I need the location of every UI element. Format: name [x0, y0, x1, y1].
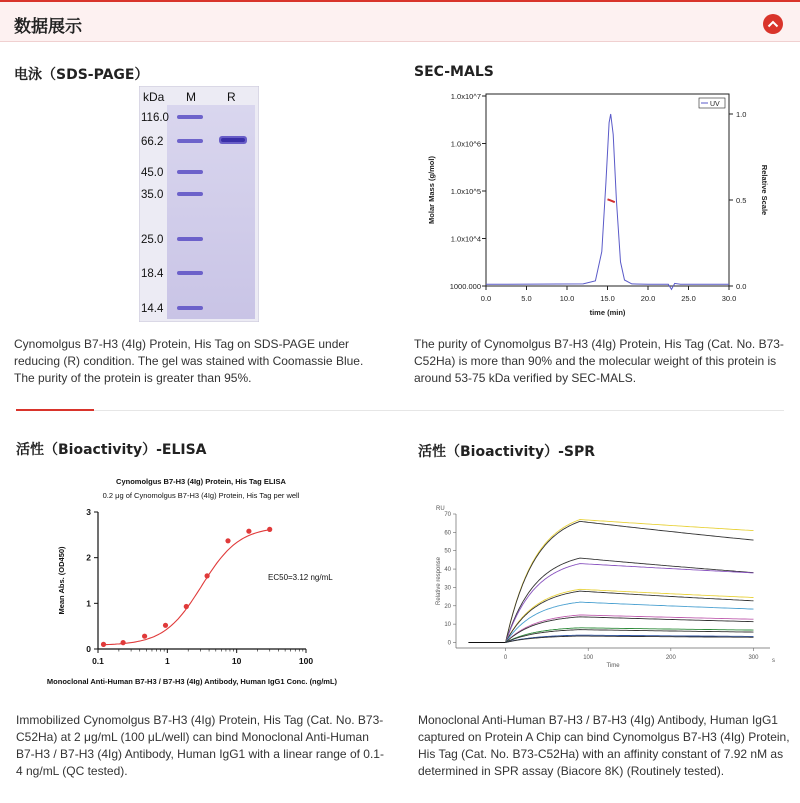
spr-x-tick-label: 0 [503, 655, 508, 661]
sec-x-tick-label: 30.0 [721, 294, 737, 303]
spr-sensorgram-12 [506, 636, 754, 642]
spr-y-unit: RU [436, 506, 445, 512]
elisa-data-point [184, 604, 189, 609]
sec-x-tick-label: 0.0 [480, 294, 492, 303]
sec-mals-title: SEC-MALS [414, 64, 494, 80]
gel-header-reduced: R [227, 90, 236, 104]
spr-x-tick-label: 300 [748, 655, 759, 661]
marker-band [177, 306, 203, 310]
elisa-y-axis-label: Mean Abs. (OD450) [57, 546, 66, 615]
spr-y-tick-label: 10 [444, 622, 451, 629]
sec-plot-frame [486, 94, 729, 286]
elisa-data-point [205, 573, 210, 578]
sec-y-tick-label: 1000.000 [449, 282, 481, 291]
sec-y2-axis-label: Relative Scale [760, 164, 769, 216]
elisa-y-tick-label: 3 [86, 507, 91, 517]
elisa-chart-title: Cynomolgus B7-H3 (4Ig) Protein, His Tag ELISA [116, 477, 286, 486]
spr-chart [418, 500, 784, 672]
sec-y-axis-label: Molar Mass (g/mol) [427, 156, 436, 224]
marker-band [177, 237, 203, 241]
sec-x-tick-label: 25.0 [681, 294, 696, 303]
elisa-ec50-annotation: EC50=3.12 ng/mL [268, 573, 333, 582]
sec-molar-mass-line [608, 199, 615, 202]
collapse-button[interactable] [763, 14, 783, 34]
elisa-x-tick-label: 100 [298, 656, 314, 666]
spr-y-tick-label: 20 [444, 603, 451, 610]
sds-page-gel [139, 86, 259, 322]
elisa-x-axis-label: Monoclonal Anti-Human B7-H3 / B7-H3 (4Ig) Antibody, Human IgG1 Conc. (ng/mL) [46, 677, 338, 686]
sec-y-tick-label: 1.0x10^5 [450, 187, 481, 196]
gel-header-kda: kDa [143, 90, 165, 104]
section-divider [16, 410, 784, 411]
sec-y-tick-label: 1.0x10^7 [450, 92, 481, 101]
sec-x-tick-label: 5.0 [521, 294, 532, 303]
elisa-x-tick-label: 1 [164, 656, 170, 666]
elisa-data-point [267, 527, 272, 532]
spr-y-tick-label: 0 [447, 640, 451, 647]
marker-label-25-0: 25.0 [141, 234, 164, 246]
spr-y-axis-label: Relative response [436, 556, 442, 606]
sec-mals-caption: The purity of Cynomolgus B7-H3 (4Ig) Protein, His Tag (Cat. No. B73-C52Ha) is more than 90% and the molecular weight of this protein is around 53-75 kDa verified by SEC-MALS. [414, 337, 784, 385]
marker-band [177, 271, 203, 275]
sample-band-core [221, 138, 245, 142]
spr-x-tick-label: 100 [583, 655, 594, 661]
elisa-y-tick-label: 0 [86, 644, 91, 654]
marker-label-18-4: 18.4 [141, 268, 164, 280]
sec-x-tick-label: 10.0 [559, 294, 575, 303]
sds-page-title: 电泳（SDS-PAGE） [14, 67, 149, 83]
marker-band [177, 170, 203, 174]
elisa-data-point [121, 640, 126, 645]
sec-y-tick-label: 1.0x10^4 [450, 234, 481, 244]
elisa-y-tick-label: 2 [86, 552, 91, 563]
chevron-up-icon [767, 20, 779, 28]
sec-y2-tick-label: 0.5 [736, 196, 747, 205]
elisa-title: 活性（Bioactivity）-ELISA [16, 442, 207, 458]
sec-x-tick-label: 20.0 [640, 294, 656, 303]
marker-label-66-2: 66.2 [141, 136, 164, 148]
marker-band [177, 115, 203, 119]
elisa-x-tick-label: 10 [231, 656, 242, 666]
marker-label-45-0: 45.0 [141, 167, 164, 179]
sec-x-tick-label: 15.0 [600, 294, 615, 303]
elisa-data-point [142, 634, 147, 639]
marker-band [177, 139, 203, 143]
elisa-data-point [163, 623, 168, 628]
sec-mals-chart [414, 86, 784, 322]
spr-x-unit: s [772, 658, 775, 664]
gel-header-marker: M [186, 90, 196, 104]
section-divider-accent [16, 409, 94, 411]
spr-y-tick-label: 40 [444, 567, 451, 574]
spr-caption: Monoclonal Anti-Human B7-H3 / B7-H3 (4Ig) Antibody, Human IgG1 captured on Protein A Chip can bind Cynomolgus B7-H3 (4Ig) Protein, His Tag (Cat. No. B73-C52Ha) with an affinity constant of 7.92 nM as determined in SPR assay (Biacore 8K) (Routinely tested). [418, 713, 790, 778]
spr-sensorgram-5 [506, 591, 754, 642]
spr-x-tick-label: 200 [665, 655, 676, 661]
sec-y2-tick-label: 1.0 [736, 110, 747, 119]
sec-uv-line [486, 114, 729, 289]
spr-title: 活性（Bioactivity）-SPR [418, 444, 596, 460]
spr-sensorgram-1 [506, 521, 754, 642]
page-header [0, 0, 800, 42]
elisa-caption: Immobilized Cynomolgus B7-H3 (4Ig) Protein, His Tag (Cat. No. B73-C52Ha) at 2 μg/mL (100 μL/well) can bind Monoclonal Anti-Human B7-H3 / B7-H3 (4Ig) Antibody, Human IgG1 with a linear range of 0.1-4 ng/mL (QC tested). [16, 713, 384, 778]
elisa-chart [16, 472, 390, 694]
elisa-y-tick-label: 1 [86, 598, 91, 609]
marker-label-35-0: 35.0 [141, 189, 164, 201]
spr-y-tick-label: 70 [444, 512, 451, 518]
elisa-data-point [225, 538, 230, 543]
sec-y-tick-label: 1.0x10^6 [450, 139, 481, 149]
marker-label-116-0: 116.0 [141, 112, 169, 124]
marker-label-14-4: 14.4 [141, 303, 164, 315]
spr-y-tick-label: 50 [444, 548, 451, 555]
sec-legend [699, 98, 725, 108]
elisa-x-tick-label: 0.1 [92, 656, 104, 666]
sec-y2-tick-label: 0.0 [736, 282, 747, 291]
spr-x-axis-label: Time [606, 663, 620, 669]
elisa-data-point [246, 529, 251, 534]
sds-page-caption: Cynomolgus B7-H3 (4Ig) Protein, His Tag on SDS-PAGE under reducing (R) condition. The gel was stained with Coomassie Blue. The purity of the protein is greater than 95%. [14, 337, 364, 385]
marker-band [177, 192, 203, 196]
page-title: 数据展示 [14, 17, 82, 37]
sec-x-axis-label: time (min) [589, 308, 626, 317]
elisa-chart-subtitle: 0.2 μg of Cynomolgus B7-H3 (4Ig) Protein, His Tag per well [102, 491, 300, 500]
spr-y-tick-label: 60 [444, 530, 451, 537]
elisa-fit-curve [105, 530, 268, 645]
sec-legend-label: UV [710, 101, 720, 108]
elisa-data-point [101, 642, 106, 647]
spr-y-tick-label: 30 [444, 585, 451, 592]
